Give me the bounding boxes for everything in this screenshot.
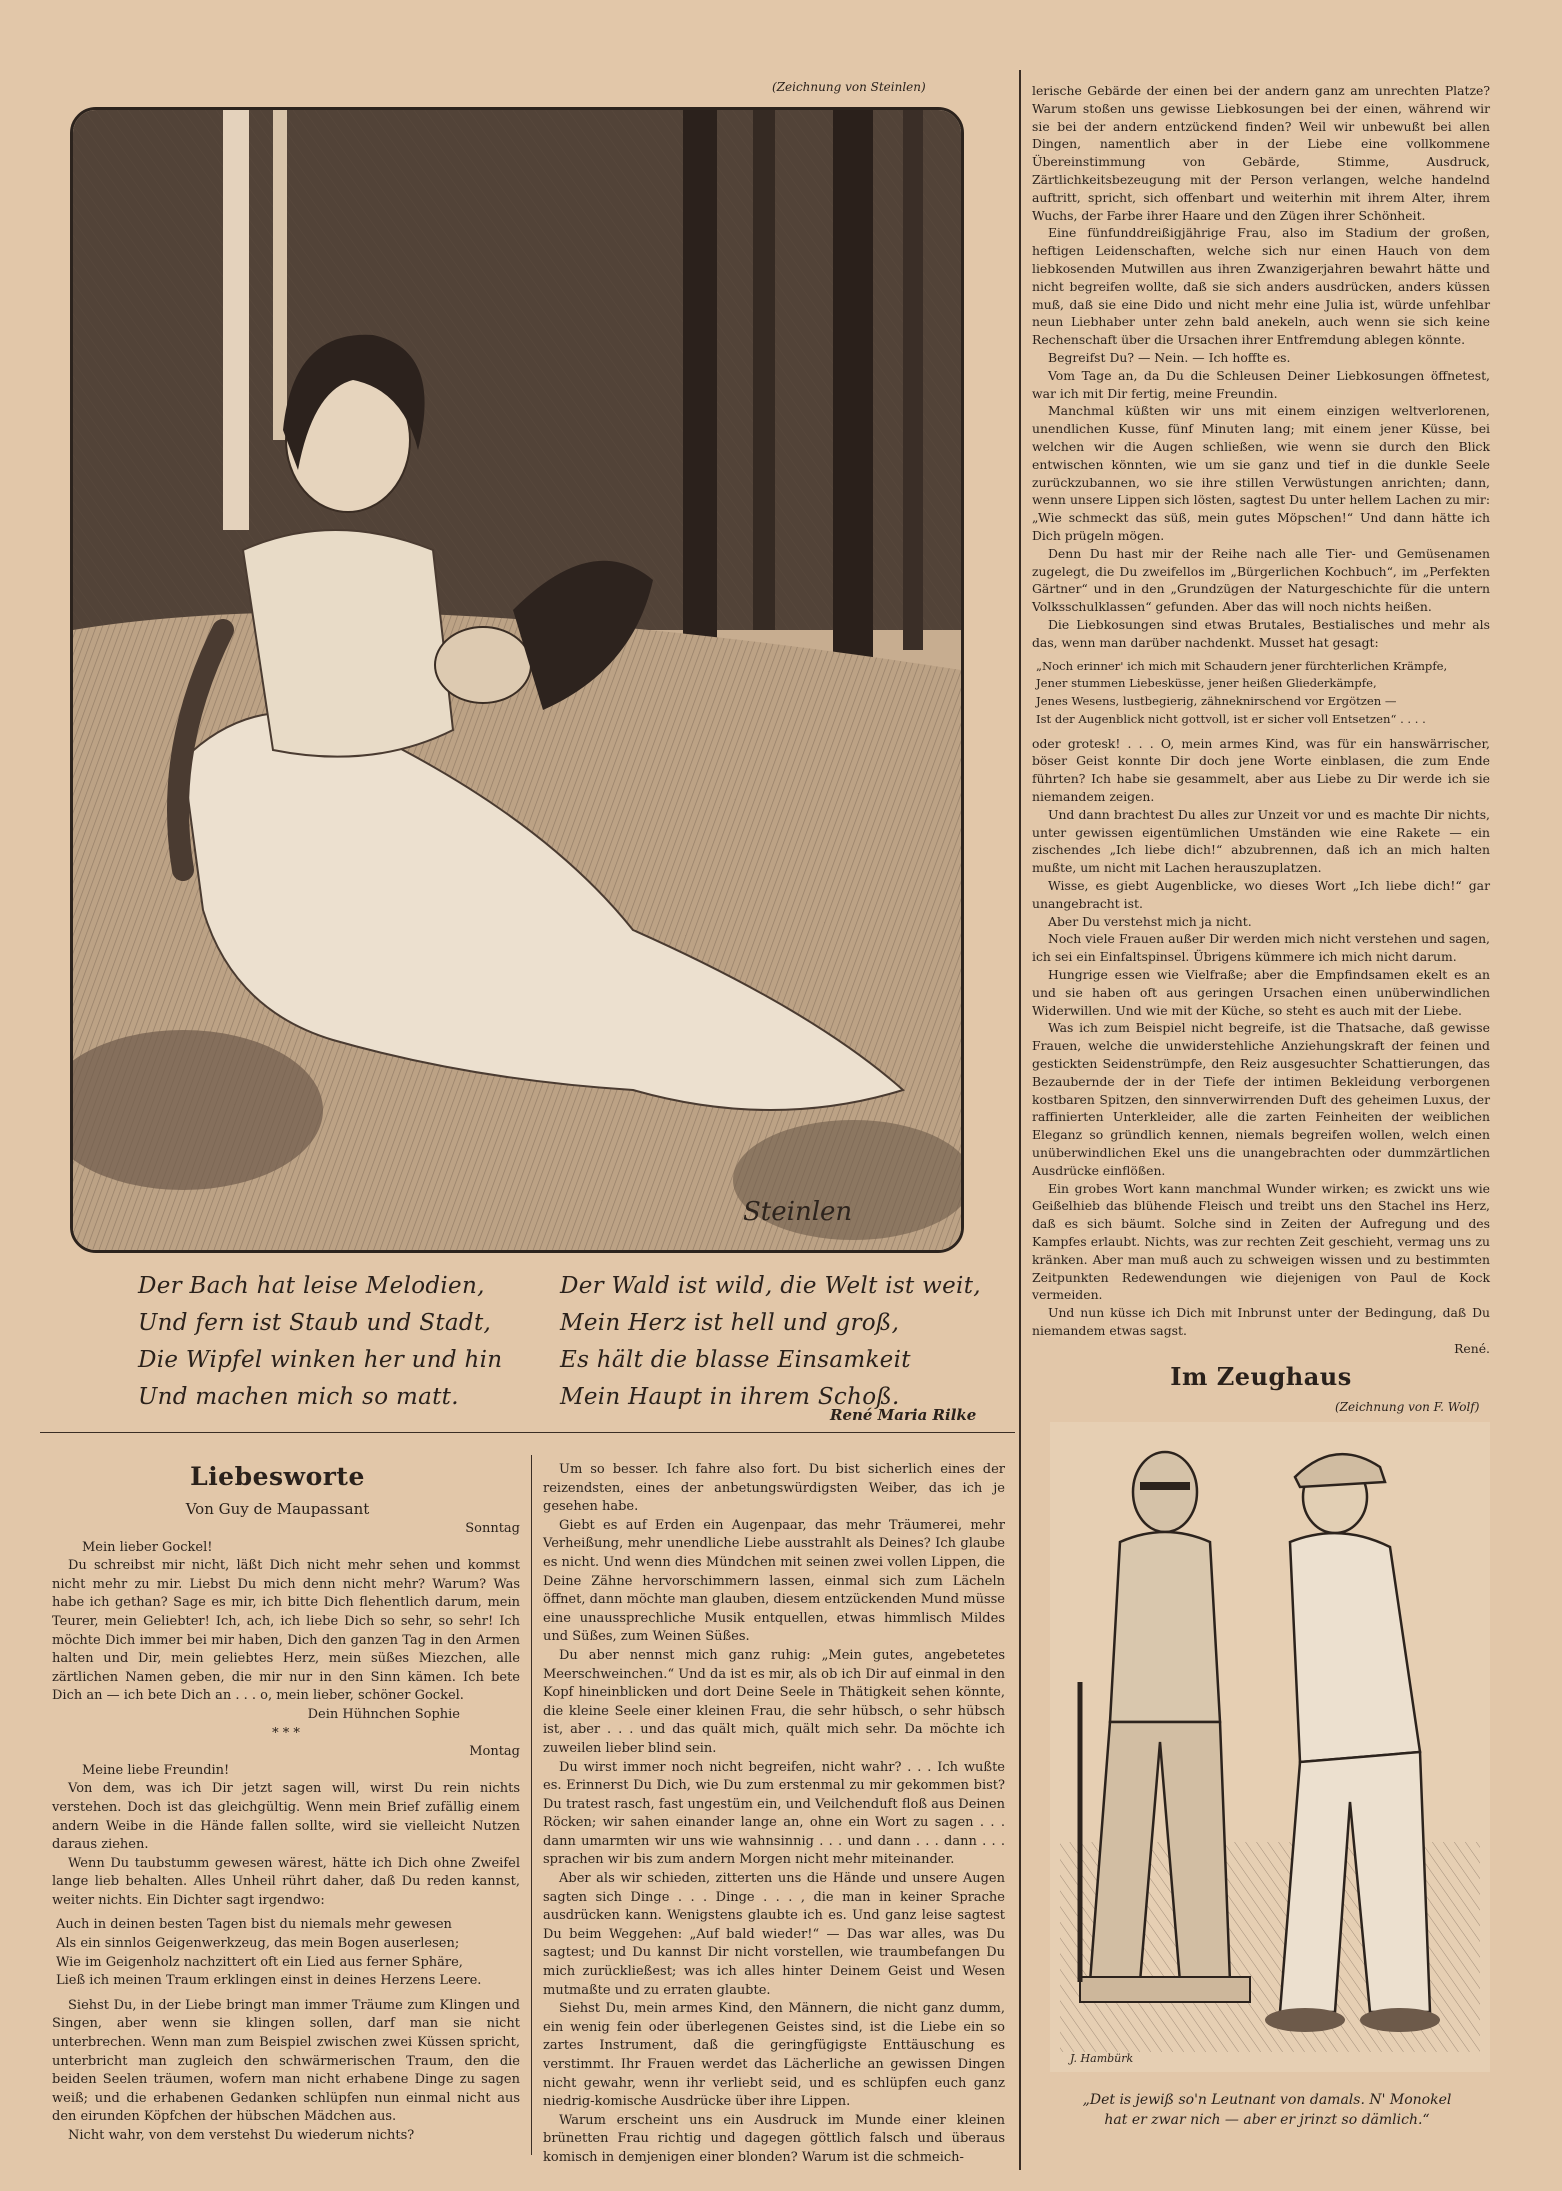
illustration-art: [73, 110, 961, 1250]
paragraph: Du wirst immer noch nicht begreifen, nicht wahr? . . . Ich wußte es. Erinnerst Du Dich, wie Du zum erstenmal zu mir gekommen bist? Du tratest rasch, fast ungestüm ein, und Veilchenduft floß aus Deinen Röcken; wir sahen einander lange an, ohne ein Wort zu sagen . . . dann umarmten wir uns wie wahnsinnig . . . und dann . . . dann . . . sprachen wir bis zum andern Morgen nicht mehr miteinander.: [543, 1759, 1005, 1868]
verse-line: Auch in deinen besten Tagen bist du niemals mehr gewesen: [56, 1917, 452, 1933]
poem-line: Die Wipfel winken her und hin: [138, 1347, 503, 1373]
paragraph: Du schreibst mir nicht, läßt Dich nicht mehr sehen und kommst nicht mehr zu mir. Liebst Du mich denn nicht mehr? Warum? Was habe ich gethan? Sage es mir, ich bitte Dich flehentlich darum, mein Teurer, mein Geliebter! Ich, ach, ich liebe Dich so sehr, so sehr! Ich möchte Dich immer bei mir haben, Dich den ganzen Tag in den Armen halten und Dir, mein geliebtes Herz, mein süßes Miezchen, alle zärtlichen Namen geben, die mir nur in den Sinn kämen. Ich bete Dich an — ich bete Dich an . . . o, mein lieber, schöner Gockel.: [52, 1558, 520, 1704]
paragraph: Siehst Du, mein armes Kind, den Männern, die nicht ganz dumm, ein wenig fein oder überlegenen Geistes sind, ist die Liebe ein so zartes Instrument, daß die geringfügigste Enttäuschung es verstimmt. Ihr Frauen werdet das Lächerliche an gewissen Dingen nicht gewahr, wenn ihr verliebt seid, und es schlüpfen euch ganz niedrig-komische Ausdrücke über ihre Lippen.: [543, 2001, 1005, 2110]
poem-line: Und machen mich so matt.: [138, 1384, 459, 1410]
article-column-1: [52, 1520, 520, 2146]
paragraph: Vom Tage an, da Du die Schleusen Deiner Liebkosungen öffnetest, war ich mit Dir fertig, meine Freundin.: [1032, 367, 1490, 401]
poem-line: Der Wald ist wild, die Welt ist weit,: [560, 1273, 981, 1299]
section-stars: * * *: [272, 1725, 300, 1741]
paragraph: oder grotesk! . . . O, mein armes Kind, was für ein hanswärrischer, böser Geist konnte Dir doch jene Worte einblasen, die zum Ende führten? Ich habe sie gesammelt, aber aus Liebe zu Dir werde ich sie niemandem zeigen.: [1032, 735, 1490, 805]
paragraph: lerische Gebärde der einen bei der andern ganz am unrechten Platze? Warum stoßen uns gewisse Liebkosungen bei der einen, während wir sie bei der andern entzückend finden? Weil wir unbewußt bei allen Dingen, namentlich aber in der Liebe eine vollkommene Übereinstimmung von Gebärde, Stimme, Ausdruck, Zärtlichkeitsbezeugung mit der Person verlangen, welche handelnd auftritt, spricht, sich offenbart und weiterhin mit ihrem Alter, ihrem Wuchs, der Farbe ihrer Haare und den Zügen ihrer Schönheit.: [1032, 83, 1490, 223]
paragraph: Ein grobes Wort kann manchmal Wunder wirken; es zwickt uns wie Geißelhieb das blühende Fleisch und treibt uns den Stachel ins Herz, daß es sich bäumt. Solche sind in Zeiten der Aufregung und des Kampfes erlaubt. Nichts, was zur rechten Zeit geschieht, vermag uns zu kränken. Aber man muß auch zu schweigen wissen und zu bestimmten Zeitpunkten Redewendungen wie diejenigen von Paul de Kock vermeiden.: [1032, 1180, 1490, 1303]
armory-cartoon: [1050, 1422, 1490, 2072]
article-title: Liebesworte: [190, 1462, 365, 1491]
paragraph: Wisse, es giebt Augenblicke, wo dieses Wort „Ich liebe dich!“ gar unangebracht ist.: [1032, 878, 1490, 911]
poem-line: Mein Haupt in ihrem Schoß.: [560, 1384, 900, 1410]
quoted-verse: [1036, 658, 1490, 729]
paragraph: Denn Du hast mir der Reihe nach alle Tier- und Gemüsenamen zugelegt, die Du zweifellos im „Bürgerlichen Kochbuch“, im „Perfekten Gärtner“ und in den „Grundzügen der Naturgeschichte für die untern Volksschulklassen“ gefunden. Aber das will noch nichts heißen.: [1032, 545, 1490, 615]
poem-right-stanza: [560, 1268, 981, 1416]
poem-left-stanza: [138, 1268, 502, 1416]
poem-line: Es hält die blasse Einsamkeit: [560, 1347, 911, 1373]
paragraph: Siehst Du, in der Liebe bringt man immer Träume zum Klingen und Singen, aber wenn sie klingen sollen, darf man sie nicht unterbrechen. Wenn man zum Beispiel zwischen zwei Küssen spricht, unterbricht man zugleich den schwärmerischen Traum, den die beiden Seelen träumen, wofern man nicht erhabene Dinge zu sagen weiß; und die erhabenen Gedanken schlüpfen nun einmal nicht aus den eirunden Köpfchen der hübschen Mädchen aus.: [52, 1997, 520, 2125]
paragraph: Die Liebkosungen sind etwas Brutales, Bestialisches und mehr als das, wenn man darüber nachdenkt. Musset hat gesagt:: [1032, 616, 1490, 650]
verse-line: Jener stummen Liebesküsse, jener heißen Gliederkämpfe,: [1036, 676, 1377, 691]
illustration-credit: (Zeichnung von Steinlen): [772, 80, 926, 94]
cartoon-credit: (Zeichnung von F. Wolf): [1335, 1400, 1480, 1414]
caption-line: „Det is jewiß so'n Leutnant von damals. N' Monokel: [1082, 2092, 1452, 2108]
paragraph: Warum erscheint uns ein Ausdruck im Munde einer kleinen brünetten Frau richtig und dagegen göttlich falsch und überaus komisch in demjenigen einer blonden? Warum ist die schmeich-: [543, 2112, 1005, 2165]
letter-signature: René.: [1454, 1340, 1490, 1356]
letter-day: Montag: [469, 1744, 520, 1760]
paragraph: Und dann brachtest Du alles zur Unzeit vor und es machte Dir nichts, unter gewissen eigentümlichen Umständen wie eine Rakete — ein zischendes „Ich liebe dich!“ abzubrennen, daß ich an mich halten mußte, um nicht mit Lachen herauszuplatzen.: [1032, 806, 1490, 876]
poem-line: Der Bach hat leise Melodien,: [138, 1273, 485, 1299]
letter-greeting: Meine liebe Freundin!: [82, 1762, 230, 1778]
poem-author: René Maria Rilke: [830, 1406, 977, 1424]
cartoon-signature: J. Hambürk: [1070, 2052, 1134, 2065]
paragraph: Manchmal küßten wir uns mit einem einzigen weltverlorenen, unendlichen Kusse, fünf Minuten lang; mit einem jener Küsse, bei welchen wir die Augen schließen, wie wenn sie durch den Blick entwischen könnten, wie um sie ganz und tief in die dunkle Seele zurückzubannen, wo sie ihre stillen Verwüstungen anrichten; dann, wenn unsere Lippen sich lösten, sagtest Du unter hellem Lachen zu mir: „Wie schmeckt das süß, mein gutes Möpschen!“ Und dann hätte ich Dich prügeln mögen.: [1032, 403, 1490, 543]
verse-line: Ist der Augenblick nicht gottvoll, ist er sicher voll Entsetzen“ . . . .: [1036, 711, 1426, 726]
section-rule: [40, 1432, 1015, 1433]
column-rule-bottom-middle: [531, 1455, 532, 2155]
article-column-3: [1032, 82, 1490, 1358]
poem-line: Und fern ist Staub und Stadt,: [138, 1310, 492, 1336]
paragraph: Aber als wir schieden, zitterten uns die Hände und unsere Augen sagten sich Dinge . . . Dinge . . . , die man in keiner Sprache ausdrücken kann. Wenigstens glaubte ich es. Und ganz leise sagtest Du beim Weggehen: „Auf bald wieder!“ — Das war alles, was Du sagtest; und Du kannst Dir nicht vorstellen, wie traumbefangen Du mich zurückließest; was ich alles hinter Deinem Geist und Wesen mutmaßte und zu erraten glaubte.: [543, 1871, 1005, 1998]
verse-line: Als ein sinnlos Geigenwerkzeug, das mein Bogen auserlesen;: [56, 1936, 460, 1952]
poem-line: Mein Herz ist hell und groß,: [560, 1310, 900, 1336]
paragraph: Wenn Du taubstumm gewesen wärest, hätte ich Dich ohne Zweifel lange lieb behalten. Alles Unheil rührt daher, daß Du reden kannst, weiter nichts. Ein Dichter sagt irgendwo:: [52, 1855, 520, 1908]
verse-line: Ließ ich meinen Traum erklingen einst in deines Herzens Leere.: [56, 1973, 482, 1989]
cartoon-caption: [1032, 2090, 1502, 2130]
cartoon-title: Im Zeughaus: [1170, 1362, 1352, 1391]
paragraph: Und nun küsse ich Dich mit Inbrunst unter der Bedingung, daß Du niemandem etwas sagst.: [1032, 1305, 1490, 1338]
paragraph: Eine fünfunddreißigjährige Frau, also im Stadium der großen, heftigen Leidenschaften, welche sich nur einen Hauch von dem liebkosenden Mutwillen aus ihren Zwanzigerjahren bewahrt hätte und nicht begreifen wollte, daß sie sich anders ausdrücken, anders küssen muß, daß sie eine Dido und nicht mehr eine Julia ist, würde unfehlbar neun Liebhaber unter zehn bald anekeln, auch wenn sie sich keine Rechenschaft über die Ursachen ihrer Entfremdung ablegen könnte.: [1032, 225, 1490, 348]
caption-line: hat er zwar nich — aber er jrinzt so dämlich.“: [1104, 2112, 1430, 2128]
letter-greeting: Mein lieber Gockel!: [82, 1539, 213, 1555]
paragraph: Von dem, was ich Dir jetzt sagen will, wirst Du rein nichts verstehen. Doch ist das gleichgültig. Wenn mein Brief zufällig einem andern Weibe in die Hände fallen sollte, wird sie vielleicht Nutzen daraus ziehen.: [52, 1781, 520, 1853]
paragraph: Was ich zum Beispiel nicht begreife, ist die Thatsache, daß gewisse Frauen, welche die unwiderstehliche Anziehungskraft der feinen und gestickten Seidenstrümpfe, den Reiz ausgesuchter Schattierungen, das Bezaubernde der in der Tiefe der intimen Bekleidung verborgenen kostbaren Spitzen, den sinnverwirrenden Duft des geheimen Luxus, der raffinierten Unterkleider, alle die zarten Feinheiten der weiblichen Eleganz so gründlich kennen, niemals begreifen wollen, welch einen unüberwindlichen Ekel uns die unangebrachten oder dummzärtlichen Ausdrücke einflößen.: [1032, 1020, 1490, 1178]
paragraph: Du aber nennst mich ganz ruhig: „Mein gutes, angebetetes Meerschweinchen.“ Und da ist es mir, als ob ich Dir auf einmal in den Kopf hineinblicken und dort Deine Seele in Thätigkeit sehen könnte, die kleine Seele einer kleinen Frau, die sehr hübsch, o sehr hübsch ist, aber . . . und das quält mich, quält mich sehr. Da möchte ich zuweilen lieber blind sein.: [543, 1647, 1005, 1756]
paragraph: Begreifst Du? — Nein. — Ich hoffte es.: [1048, 349, 1291, 365]
column-rule-right: [1019, 70, 1021, 2170]
forest-illustration: [70, 107, 964, 1253]
article-column-2: [543, 1461, 1005, 2168]
quoted-verse: [56, 1916, 520, 1990]
letter-signature: Dein Hühnchen Sophie: [307, 1706, 460, 1722]
paragraph: Um so besser. Ich fahre also fort. Du bist sicherlich eines der reizendsten, eines der anbetungswürdigsten Weiber, das ich je gesehen habe.: [543, 1462, 1005, 1515]
illustration-signature: Steinlen: [743, 1197, 853, 1227]
paragraph: Giebt es auf Erden ein Augenpaar, das mehr Träumerei, mehr Verheißung, mehr unendliche Liebe ausstrahlt als Deines? Ich glaube es nicht. Und wenn dies Mündchen mit seinen zwei vollen Lippen, die Deine Zähne hervorschimmern lassen, einmal sich zum Lächeln öffnet, dann möchte man glauben, diesem entzückenden Mund müsse eine unaussprechliche Musik entquellen, etwas himmlisch Mildes und Süßes, zum Weinen Süßes.: [543, 1517, 1005, 1645]
paragraph: Nicht wahr, von dem verstehst Du wiederum nichts?: [68, 2128, 415, 2143]
paragraph: Hungrige essen wie Vielfraße; aber die Empfindsamen ekelt es an und sie haben oft aus geringen Ursachen einen unüberwindlichen Widerwillen. Und wie mit der Küche, so steht es auch mit der Liebe.: [1032, 967, 1490, 1018]
article-byline: Von Guy de Maupassant: [185, 1500, 370, 1518]
verse-line: Jenes Wesens, lustbegierig, zähneknirschend vor Ergötzen —: [1036, 694, 1397, 709]
cartoon-art: [1050, 1422, 1490, 2072]
verse-line: Wie im Geigenholz nachzittert oft ein Lied aus ferner Sphäre,: [56, 1954, 463, 1970]
paragraph: Aber Du verstehst mich ja nicht.: [1048, 913, 1252, 929]
paragraph: Noch viele Frauen außer Dir werden mich nicht verstehen und sagen, ich sei ein Einfaltspinsel. Übrigens kümmere ich mich nicht darum.: [1032, 931, 1490, 965]
verse-line: „Noch erinner' ich mich mit Schaudern jener fürchterlichen Krämpfe,: [1036, 658, 1448, 673]
letter-day: Sonntag: [465, 1521, 520, 1536]
